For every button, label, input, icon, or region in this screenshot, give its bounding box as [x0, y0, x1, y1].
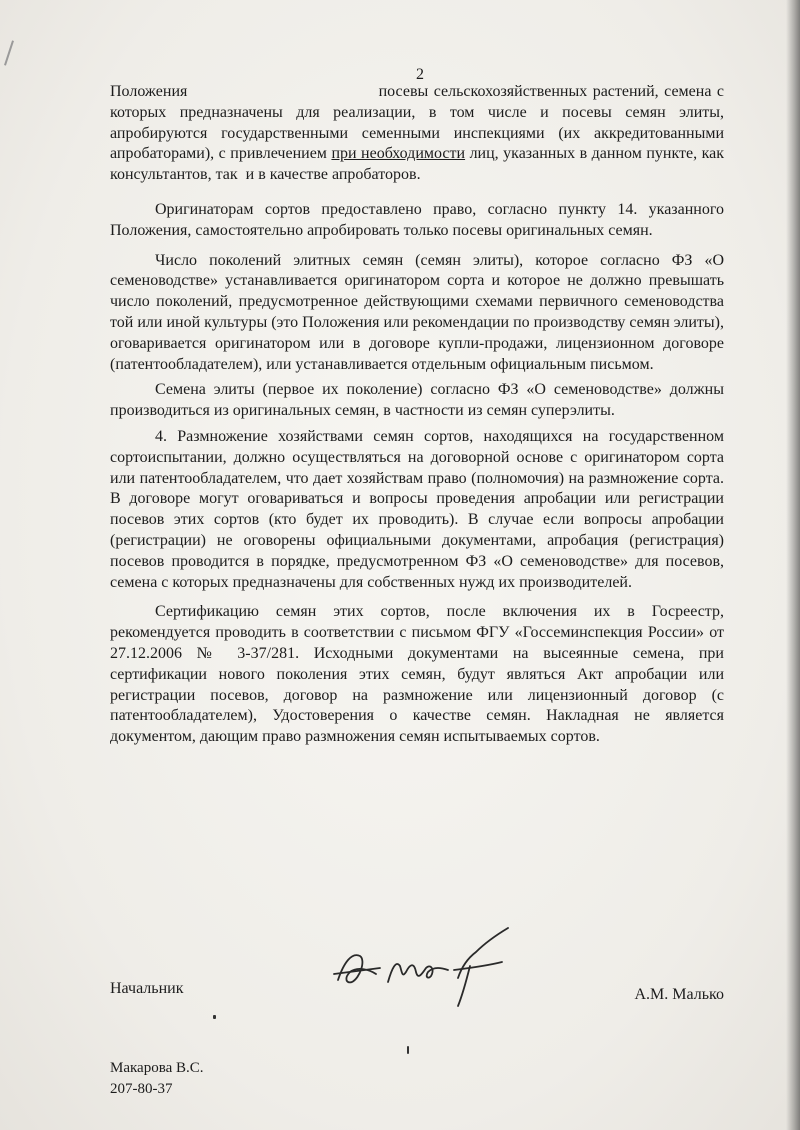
paragraph-1-start: Положения посевы сельскохозяйственных растений, семена с которых предназначены для реализации, в том числе и посевы семян элиты, апробируются государственными семенными инспекциями (их аккредитованными апробаторами), с привлечением — [110, 83, 728, 163]
paragraph-1 — [110, 82, 729, 186]
scan-speck — [213, 1015, 216, 1019]
paragraph-3: Число поколений элитных семян (семян элиты), которое согласно ФЗ «О семеноводстве» устанавливается оригинатором сорта и которое не должно превышать число поколений, предусмотренное действующими схемами первичного семеноводства той или иной культуры (это Положения или рекомендации по производству семян элиты), оговаривается оригинатором или в договоре купли-продажи, лицензионном договоре (патентообладателем), или устанавливается отдельным официальным письмом. — [110, 251, 724, 373]
scan-mark — [4, 40, 14, 65]
executor-phone: 207-80-37 — [110, 1081, 173, 1097]
paragraph-2: Оригинаторам сортов предоставлено право, согласно пункту 14. указанного Положения, самостоятельно апробировать только посевы оригинальных семян. — [110, 200, 724, 239]
signatory-name: А.М. Малько — [634, 986, 724, 1003]
executor-block — [110, 1058, 204, 1100]
paragraph-1-underlined: при необходимости — [331, 145, 466, 163]
scan-edge-shadow — [786, 0, 800, 1130]
document-body — [110, 82, 729, 748]
executor-name: Макарова В.С. — [110, 1060, 204, 1076]
scan-speck — [407, 1046, 409, 1054]
paragraph-5: 4. Размножение хозяйствами семян сортов, находящихся на государственном сортоиспытании, должно осуществляться на договорной основе с оригинатором сорта или патентообладателем, что дает хозяйствам право (полномочия) на размножение сорта. В договоре могут оговариваться и вопросы проведения апробации или регистрации посевов этих сортов (кто будет их проводить). В случае если вопросы апробации (регистрации) не оговорены официальными документами, апробация (регистрация) посевов проводится в порядке, предусмотренном ФЗ «О семеноводстве» для посевов, семена с которых предназначены для собственных нужд их производителей. — [110, 427, 724, 591]
paragraph-4: Семена элиты (первое их поколение) согласно ФЗ «О семеноводстве» должны производиться из оригинальных семян, в частности из семян суперэлиты. — [110, 381, 724, 420]
page-number: 2 — [416, 66, 424, 83]
signatory-title: Начальник — [110, 980, 184, 997]
signature-row — [110, 980, 724, 1004]
paragraph-1-end: лиц, указанных в данном пункте, как консультантов, так и в качестве апробаторов. — [110, 145, 729, 184]
paragraph-6: Сертификацию семян этих сортов, после включения их в Госреестр, рекомендуется проводить в соответствии с письмом ФГУ «Госсеминспекция России» от 27.12.2006 № 3-37/281. Исходными документами на высеянные семена, при сертификации нового поколения этих семян, будут являться Акт апробации или регистрации посевов, договор на размножение или лицензионный договор (с патентообладателем), Удостоверения о качестве семян. Накладная не является документом, дающим право размножения семян испытываемых сортов. — [110, 603, 724, 746]
